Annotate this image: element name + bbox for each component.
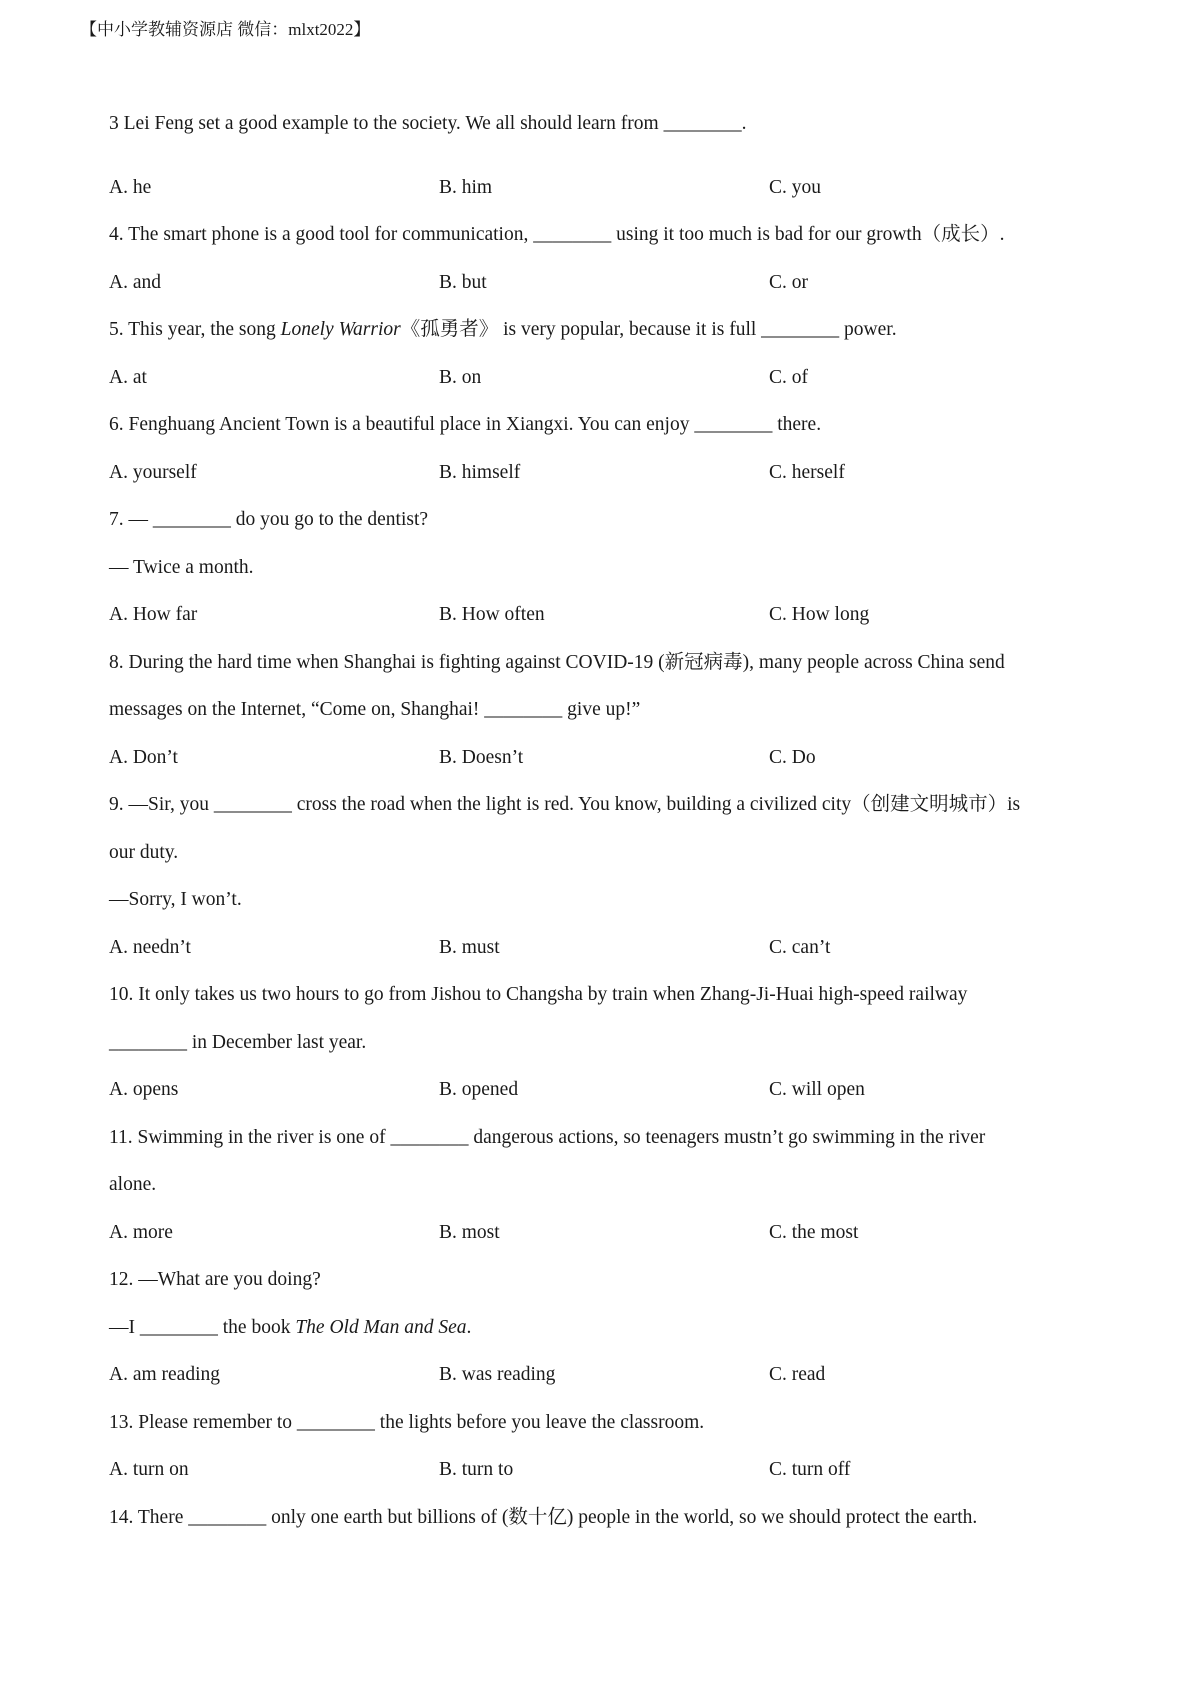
option-b: B. opened xyxy=(439,1079,519,1100)
option-a: A. at xyxy=(109,366,147,388)
option-c: C. or xyxy=(769,271,808,293)
option-a: A. turn on xyxy=(109,1459,189,1480)
option-c: C. read xyxy=(769,1364,826,1385)
option-c: C. Do xyxy=(769,746,816,768)
question-line: alone. xyxy=(109,1174,157,1195)
answer-options xyxy=(109,354,1119,402)
question-text: —I ________ the book xyxy=(109,1316,296,1338)
option-b: B. but xyxy=(439,271,487,293)
option-c: C. will open xyxy=(769,1079,865,1100)
question-line: our duty. xyxy=(109,841,179,863)
question-stem: 8. During the hard time when Shanghai is fighting against COVID-19 (新冠病毒), many people across China send xyxy=(109,651,1005,673)
option-b: B. him xyxy=(439,176,493,198)
question-block xyxy=(109,401,1119,496)
question-block xyxy=(109,1494,1119,1542)
question-list xyxy=(109,100,1119,1541)
option-a: A. am reading xyxy=(109,1364,221,1385)
header-note: 【中小学教辅资源店 微信：mlxt2022】 xyxy=(80,20,371,39)
option-a: A. yourself xyxy=(109,461,197,483)
question-block xyxy=(109,971,1119,1114)
answer-options xyxy=(109,164,1119,212)
option-c: C. turn off xyxy=(769,1459,851,1480)
option-a: A. How far xyxy=(109,604,198,625)
option-b: B. most xyxy=(439,1221,500,1243)
answer-options xyxy=(109,591,1119,639)
question-stem: 14. There ________ only one earth but billions of (数十亿) people in the world, so we should protect the earth. xyxy=(109,1506,978,1528)
italic-title: Lonely Warrior xyxy=(280,319,401,340)
question-stem: 11. Swimming in the river is one of ________ dangerous actions, so teenagers mustn’t go swimming in the river xyxy=(109,1126,986,1148)
question-block xyxy=(109,1399,1119,1494)
question-block xyxy=(109,1256,1119,1399)
question-block xyxy=(109,211,1119,306)
question-line: messages on the Internet, “Come on, Shanghai! ________ give up!” xyxy=(109,699,641,720)
option-c: C. herself xyxy=(769,461,845,483)
question-line: —Sorry, I won’t. xyxy=(109,889,242,910)
question-block xyxy=(109,781,1119,971)
answer-options xyxy=(109,924,1119,972)
question-text: 5. This year, the song xyxy=(109,319,281,340)
question-stem: 13. Please remember to ________ the lights before you leave the classroom. xyxy=(109,1411,705,1433)
question-stem: 3 Lei Feng set a good example to the society. We all should learn from ________. xyxy=(109,113,747,134)
question-line: — Twice a month. xyxy=(109,556,254,578)
question-block xyxy=(109,306,1119,401)
question-stem: 12. —What are you doing? xyxy=(109,1269,321,1290)
option-b: B. on xyxy=(439,366,482,388)
option-c: C. can’t xyxy=(769,936,831,958)
answer-options xyxy=(109,1351,1119,1399)
question-stem xyxy=(109,306,1119,354)
option-b: B. How often xyxy=(439,604,545,625)
question-line: ________ in December last year. xyxy=(109,1031,367,1053)
option-c: C. you xyxy=(769,176,822,198)
question-line xyxy=(109,1304,1119,1352)
option-b: B. turn to xyxy=(439,1459,514,1480)
question-text: . xyxy=(466,1316,472,1338)
answer-options xyxy=(109,449,1119,497)
option-a: A. more xyxy=(109,1221,173,1243)
option-b: B. himself xyxy=(439,461,521,483)
option-b: B. was reading xyxy=(439,1364,556,1385)
option-a: A. opens xyxy=(109,1079,179,1100)
question-stem: 4. The smart phone is a good tool for communication, ________ using it too much is bad for our growth（成长）. xyxy=(109,224,1005,245)
question-stem: 9. —Sir, you ________ cross the road when the light is red. You know, building a civilized city（创建文明城市）is xyxy=(109,794,1021,815)
question-stem: 7. — ________ do you go to the dentist? xyxy=(109,509,429,530)
option-b: B. Doesn’t xyxy=(439,746,524,768)
option-b: B. must xyxy=(439,936,500,958)
option-a: A. Don’t xyxy=(109,746,178,768)
question-stem: 10. It only takes us two hours to go from Jishou to Changsha by train when Zhang-Ji-Huai high-speed railway xyxy=(109,984,968,1005)
option-c: C. the most xyxy=(769,1221,859,1243)
answer-options xyxy=(109,1209,1119,1257)
question-block xyxy=(109,496,1119,639)
answer-options xyxy=(109,259,1119,307)
option-c: C. How long xyxy=(769,604,870,625)
option-c: C. of xyxy=(769,366,808,388)
answer-options xyxy=(109,1066,1119,1114)
question-block xyxy=(109,639,1119,782)
question-block xyxy=(109,100,1119,211)
answer-options xyxy=(109,734,1119,782)
question-stem: 6. Fenghuang Ancient Town is a beautiful place in Xiangxi. You can enjoy ________ there. xyxy=(109,414,822,435)
question-text: 《孤勇者》 is very popular, because it is full ________ power. xyxy=(400,319,897,340)
option-a: A. he xyxy=(109,176,152,198)
option-a: A. and xyxy=(109,271,161,293)
option-a: A. needn’t xyxy=(109,936,191,958)
question-block xyxy=(109,1114,1119,1257)
italic-title: The Old Man and Sea xyxy=(295,1316,467,1338)
answer-options xyxy=(109,1446,1119,1494)
